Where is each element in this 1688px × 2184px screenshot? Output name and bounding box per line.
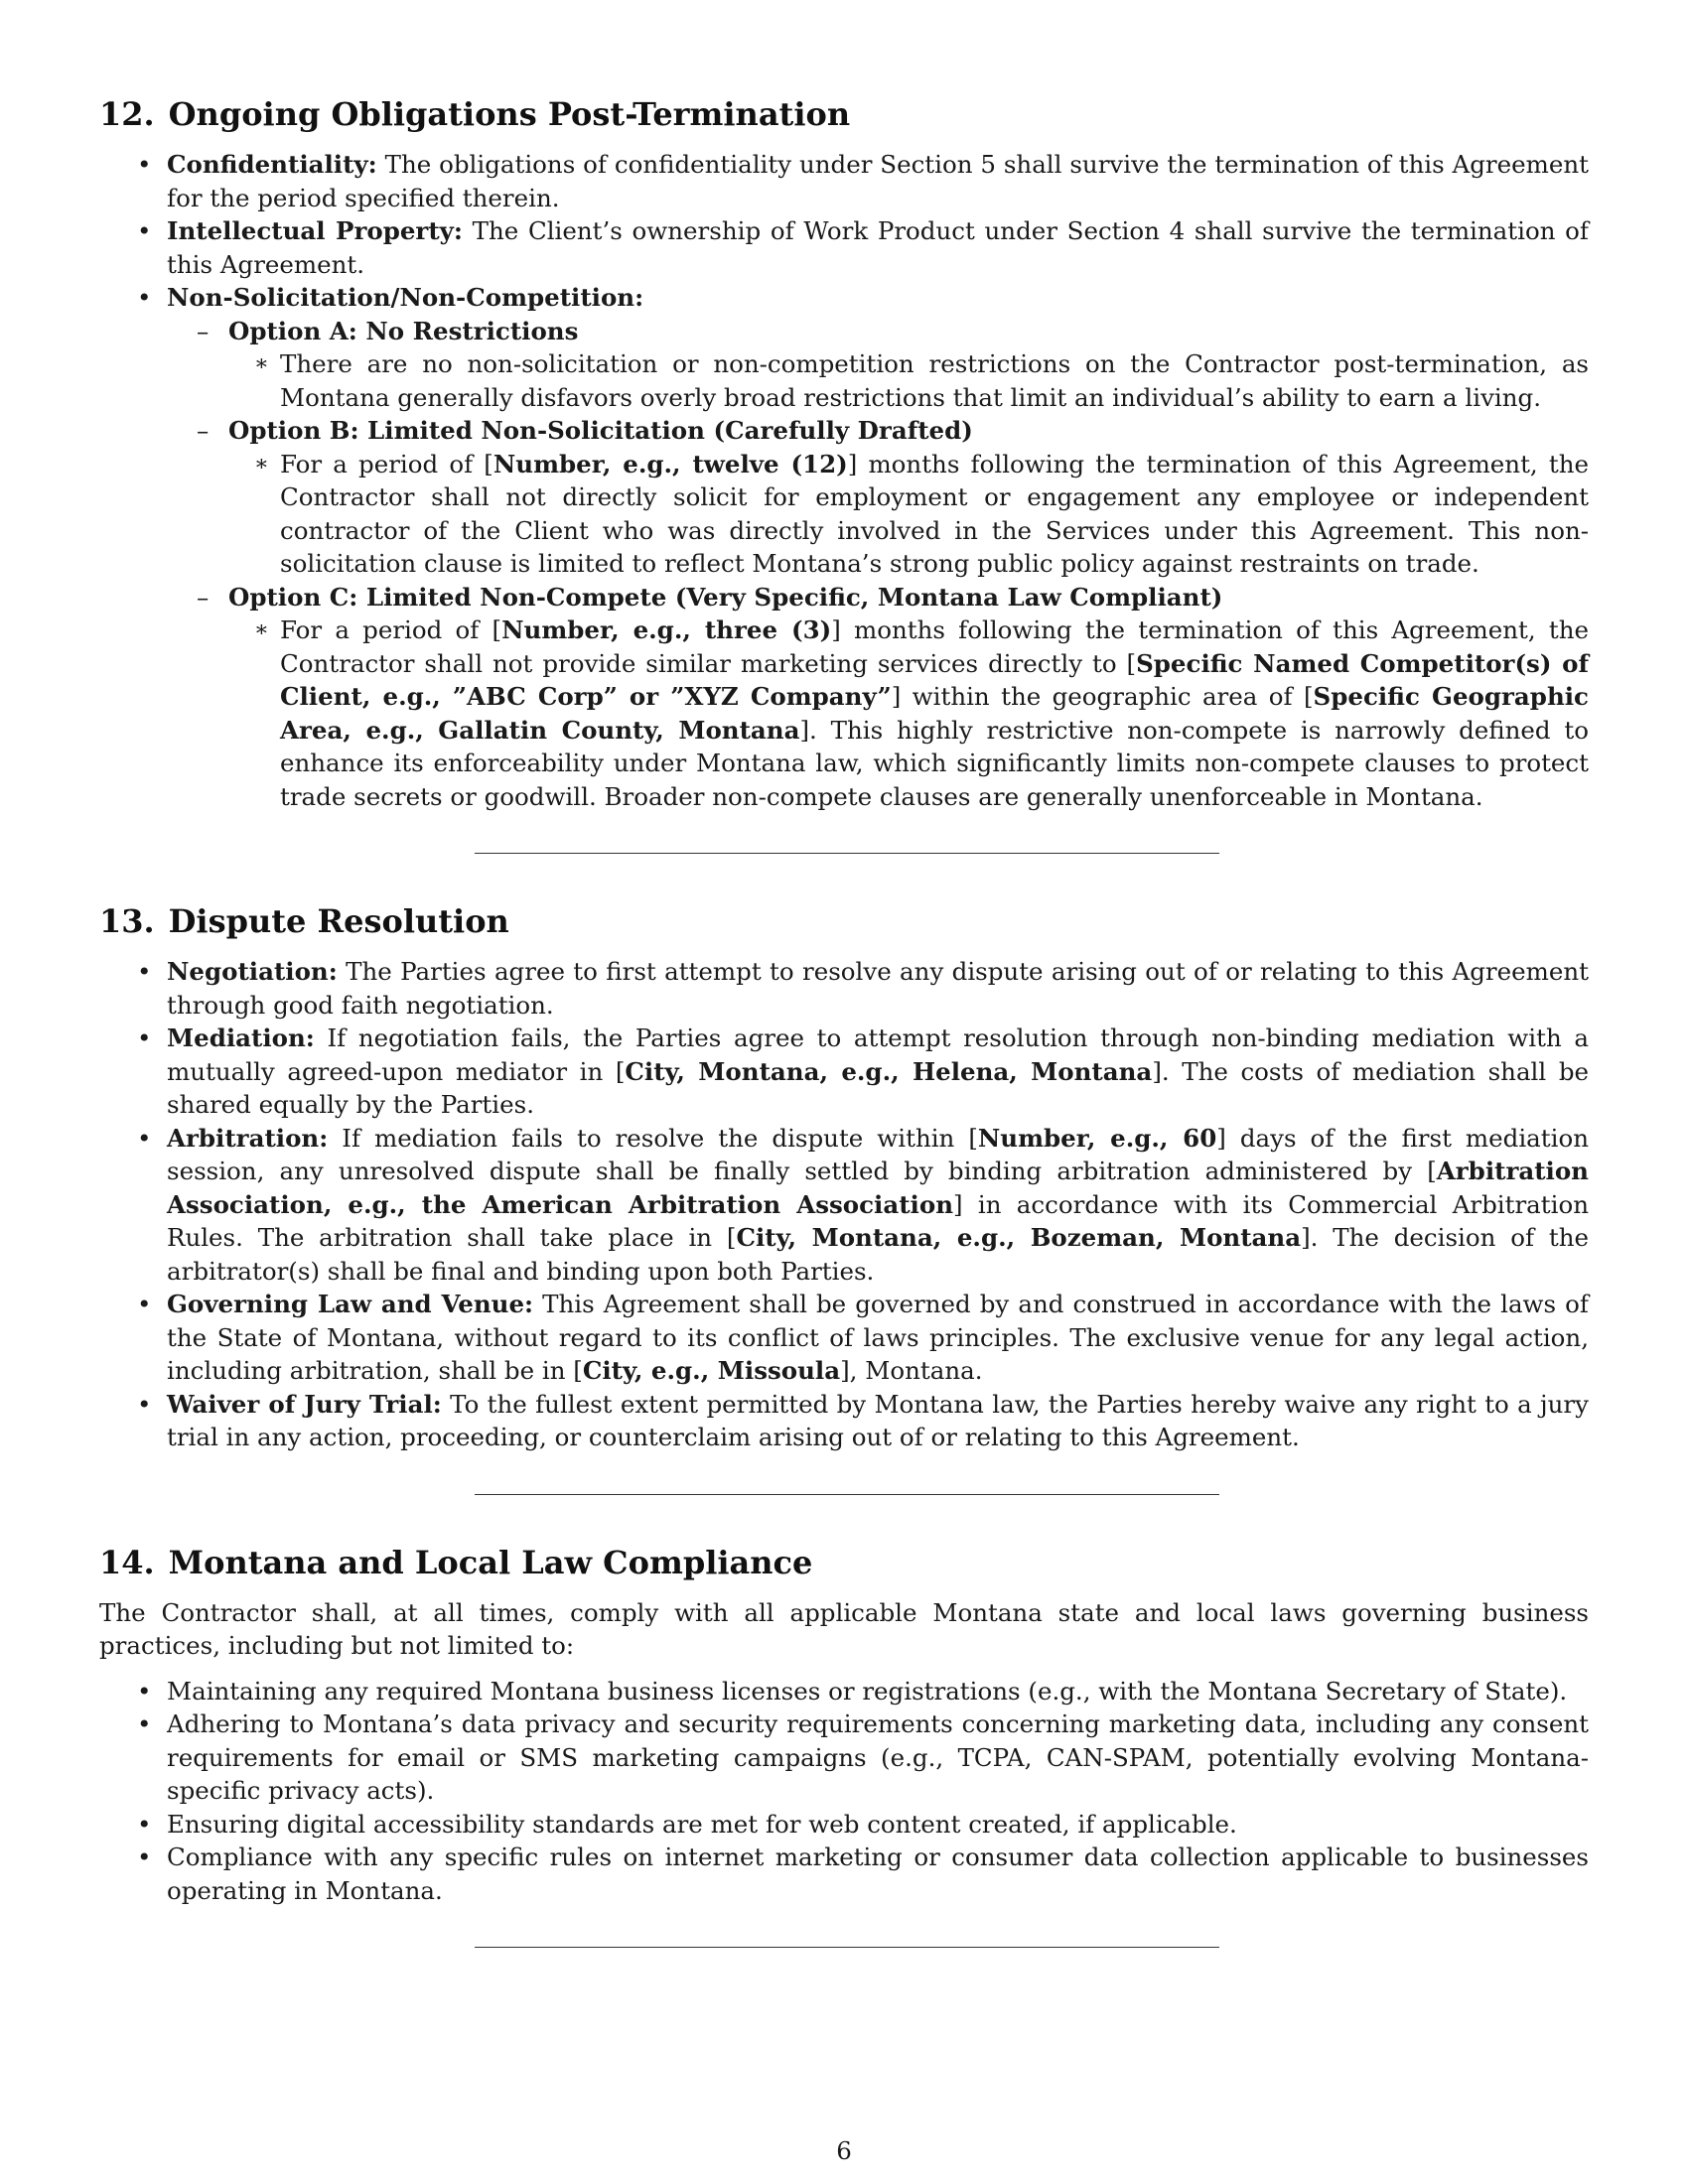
section-divider bbox=[475, 1494, 1219, 1495]
document-page bbox=[99, 94, 1589, 1948]
option-c-text: ∗ For a period of [Number, e.g., three (3)] months following the termination of this Agreement, the Contractor shall not provide similar marketing services directly to [Specific Named Competitor(s) of Client, e.g., ”ABC Corp” or ”XYZ Company”] within the geographic area of [Specific Geographic Area, e.g., Gallatin County, Montana]. This highly restrictive non-compete is narrowly defined to enhance its enforceability under Montana law, which significantly limits non-compete clauses to protect trade secrets or goodwill. Broader non-compete clauses are generally unenforceable in Montana. bbox=[254, 615, 1589, 811]
list-item-confidentiality: • Confidentiality: The obligations of confidentiality under Section 5 shall survive the termination of this Agreement for the period specified therein. bbox=[137, 150, 1589, 212]
list-item: • Compliance with any specific rules on internet marketing or consumer data collection applicable to businesses operating in Montana. bbox=[137, 1843, 1589, 1905]
section-12 bbox=[99, 94, 1589, 854]
list-item: • Ensuring digital accessibility standards are met for web content created, if applicable. bbox=[137, 1809, 1237, 1839]
list-item-intellectual-property: • Intellectual Property: The Client’s ownership of Work Product under Section 4 shall survive the termination of this Agreement. bbox=[137, 216, 1589, 279]
section-12-list bbox=[99, 148, 1589, 813]
option-b-text: ∗ For a period of [Number, e.g., twelve (12)] months following the termination of this Agreement, the Contractor shall not directly solicit for employment or engagement any employee or independent contractor of the Client who was directly involved in the Services under this Agreement. This non-solicitation clause is limited to reflect Montana’s strong public policy against restraints on trade. bbox=[254, 449, 1589, 578]
section-14-intro: The Contractor shall, at all times, comply with all applicable Montana state and local laws governing business practices, including but not limited to: bbox=[99, 1597, 1589, 1660]
list-item-jury-waiver: • Waiver of Jury Trial: To the fullest extent permitted by Montana law, the Parties hereby waive any right to a jury trial in any action, proceeding, or counterclaim arising out of or relating to this Agreement. bbox=[137, 1389, 1589, 1451]
list-item-mediation: • Mediation: If negotiation fails, the Parties agree to attempt resolution through non-binding mediation with a mutually agreed-upon mediator in [City, Montana, e.g., Helena, Montana]. The costs of mediation shall be shared equally by the Parties. bbox=[137, 1024, 1590, 1119]
list-item-non-solicitation: • Non-Solicitation/Non-Competition: – Option A: No Restrictions ∗ There are no non-solicitation or non-competition restrictions on the Contractor post-termination, as Montana generally disfavors overly broad restrictions that limit an individual’s ability to earn a living. – Option B: Limited Non-Solicitation (Carefully Drafted) ∗ For a period of [Number, e.g., twelve (12)] months following the termination of this Agreement, the Contractor shall not directly solicit for employment or engagement any employee or independent contractor of the Client who was directly involved in the Services under this Agreement. This non-solicitation clause is limited to reflect Montana’s strong public policy against restraints on trade. – Option C: Limited Non-Compete (Very Specific, Montana Law Compliant) ∗ For a period of [Number, e.g., three (3)] months following the termination of this Agreement, the Contractor shall not provide similar marketing services directly to [Specific Named Competitor(s) of Client, e.g., ”ABC Corp” or ”XYZ Company”] within the geographic area of [Specific Geographic Area, e.g., Gallatin County, Montana]. This highly restrictive non-compete is narrowly defined to enhance its enforceability under Montana law, which significantly limits non-compete clauses to protect trade secrets or goodwill. Broader non-compete clauses are generally unenforceable in Montana. bbox=[99, 281, 1589, 813]
option-c: – Option C: Limited Non-Compete (Very Specific, Montana Law Compliant) ∗ For a period of [Number, e.g., three (3)] months following the termination of this Agreement, the Contractor shall not provide similar marketing services directly to [Specific Named Competitor(s) of Client, e.g., ”ABC Corp” or ”XYZ Company”] within the geographic area of [Specific Geographic Area, e.g., Gallatin County, Montana]. This highly restrictive non-compete is narrowly defined to enhance its enforceability under Montana law, which significantly limits non-compete clauses to protect trade secrets or goodwill. Broader non-compete clauses are generally unenforceable in Montana. bbox=[167, 581, 1589, 814]
section-heading-13: 13. Dispute Resolution bbox=[99, 902, 509, 940]
page-number: 6 bbox=[836, 2136, 852, 2165]
option-a-text: ∗ There are no non-solicitation or non-competition restrictions on the Contractor post-termination, as Montana generally disfavors overly broad restrictions that limit an individual’s ability to earn a living. bbox=[254, 349, 1589, 412]
section-13 bbox=[99, 901, 1589, 1495]
option-a: – Option A: No Restrictions ∗ There are no non-solicitation or non-competition restrictions on the Contractor post-termination, as Montana generally disfavors overly broad restrictions that limit an individual’s ability to earn a living. bbox=[167, 315, 1589, 415]
section-divider bbox=[475, 853, 1219, 854]
section-13-list bbox=[99, 955, 1589, 1454]
list-item-governing-law: • Governing Law and Venue: This Agreement shall be governed by and construed in accordance with the laws of the State of Montana, without regard to its conflict of laws principles. The exclusive venue for any legal action, including arbitration, shall be in [City, e.g., Missoula], Montana. bbox=[137, 1290, 1589, 1385]
section-14 bbox=[99, 1543, 1589, 1949]
section-14-list bbox=[99, 1675, 1589, 1908]
list-item: • Adhering to Montana’s data privacy and security requirements concerning marketing data, including any consent requirements for email or SMS marketing campaigns (e.g., TCPA, CAN-SPAM, potentially evolving Montana-specific privacy acts). bbox=[137, 1709, 1589, 1805]
list-item-arbitration: • Arbitration: If mediation fails to resolve the dispute within [Number, e.g., 60] days of the first mediation session, any unresolved dispute shall be finally settled by binding arbitration administered by [Arbitration Association, e.g., the American Arbitration Association] in accordance with its Commercial Arbitration Rules. The arbitration shall take place in [City, Montana, e.g., Bozeman, Montana]. The decision of the arbitrator(s) shall be final and binding upon both Parties. bbox=[137, 1123, 1589, 1286]
list-item-negotiation: • Negotiation: The Parties agree to first attempt to resolve any dispute arising out of or relating to this Agreement through good faith negotiation. bbox=[137, 957, 1589, 1020]
options-list bbox=[167, 315, 1589, 814]
section-divider bbox=[475, 1947, 1219, 1948]
section-heading-14: 14. Montana and Local Law Compliance bbox=[99, 1543, 813, 1581]
list-item: • Maintaining any required Montana business licenses or registrations (e.g., with the Montana Secretary of State). bbox=[137, 1676, 1568, 1706]
option-b: – Option B: Limited Non-Solicitation (Carefully Drafted) ∗ For a period of [Number, e.g., twelve (12)] months following the termination of this Agreement, the Contractor shall not directly solicit for employment or engagement any employee or independent contractor of the Client who was directly involved in the Services under this Agreement. This non-solicitation clause is limited to reflect Montana’s strong public policy against restraints on trade. bbox=[167, 414, 1589, 581]
section-heading-12: 12. Ongoing Obligations Post-Termination bbox=[99, 95, 851, 133]
